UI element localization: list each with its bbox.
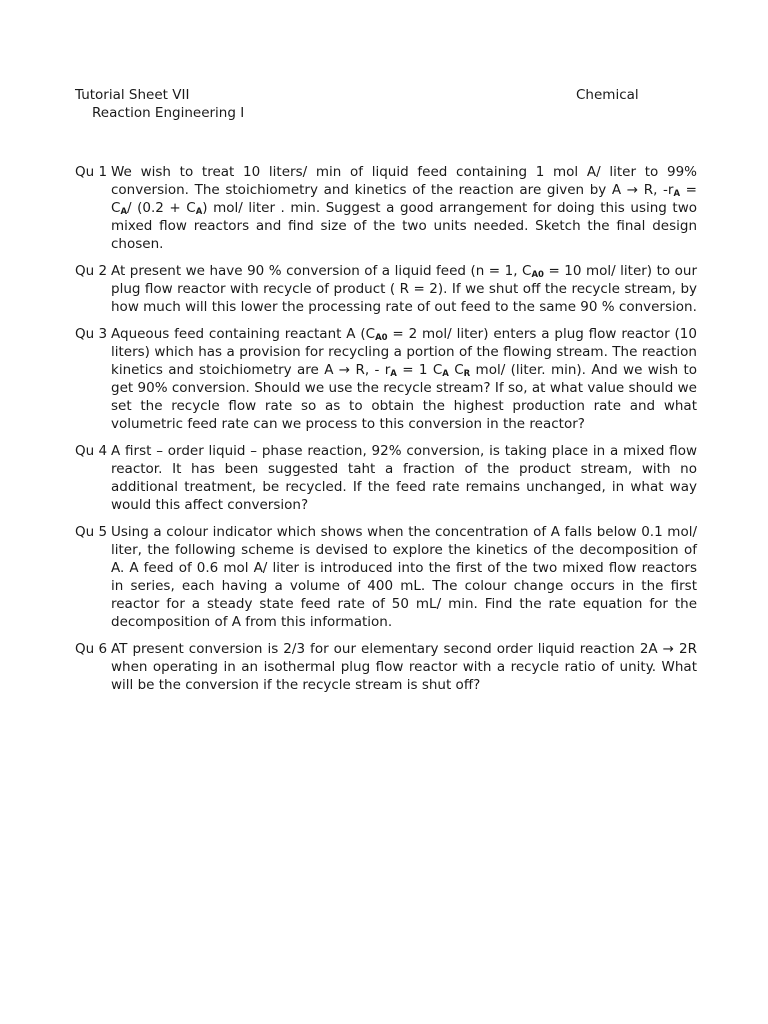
question-item xyxy=(75,325,697,433)
question-text xyxy=(111,163,697,253)
subscript: A0 xyxy=(375,333,388,343)
question-text-segment: = 2 mol/ liter) enters a plug flow reactor (10 liters) which has a provision for recycling a portion of the flowing stream. The reaction kinetics and stoichiometry are A → R, - r xyxy=(111,326,697,378)
subscript: A xyxy=(673,189,681,199)
question-text xyxy=(111,262,697,316)
question-text-segment: / (0.2 + C xyxy=(127,200,196,216)
question-item xyxy=(75,640,697,694)
question-text xyxy=(111,325,697,433)
question-text xyxy=(111,640,697,694)
question-text-segment: ) mol/ liter . min. Suggest a good arrangement for doing this using two mixed flow reactors and find size of the two units needed. Sketch the final design chosen. xyxy=(111,200,697,252)
course-title-part2: Reaction Engineering I xyxy=(92,105,245,121)
question-number: Qu 3 xyxy=(75,326,108,342)
document-header xyxy=(75,86,655,122)
course-title-part1: Chemical xyxy=(576,87,639,103)
subscript: A xyxy=(120,207,128,217)
question-text xyxy=(111,523,697,631)
question-item xyxy=(75,442,697,514)
subscript: A xyxy=(390,369,397,379)
question-number: Qu 6 xyxy=(75,641,108,657)
question-item xyxy=(75,523,697,631)
tutorial-title: Tutorial Sheet VII xyxy=(75,87,190,103)
subscript: R xyxy=(463,369,471,379)
question-number: Qu 2 xyxy=(75,263,108,279)
question-list xyxy=(75,163,697,703)
question-number: Qu 1 xyxy=(75,164,108,180)
question-text-segment: = C xyxy=(111,182,697,216)
question-text-segment: At present we have 90 % conversion of a liquid feed (n = 1, C xyxy=(111,263,532,279)
subscript: A xyxy=(195,207,203,217)
subscript: A xyxy=(442,369,449,379)
question-number: Qu 5 xyxy=(75,524,108,540)
question-text-segment: = 10 mol/ liter) to our plug flow reactor with recycle of product ( R = 2). If we shut off the recycle stream, by how much will this lower the processing rate of out feed to the same 90 % conversion. xyxy=(111,263,697,315)
question-text-segment: mol/ (liter. min). And we wish to get 90% conversion. Should we use the recycle stream? If so, at what value should we set the recycle flow rate so as to obtain the highest production rate and what volumetric feed rate can we process to this conversion in the reactor? xyxy=(111,362,698,432)
question-text-segment: AT present conversion is 2/3 for our elementary second order liquid reaction 2A → 2R when operating in an isothermal plug flow reactor with a recycle ratio of unity. What will be the conversion if the recycle stream is shut off? xyxy=(111,641,697,693)
question-text-segment: = 1 C xyxy=(396,362,443,378)
question-text-segment: Using a colour indicator which shows when the concentration of A falls below 0.1 mol/ liter, the following scheme is devised to explore the kinetics of the decomposition of A. A feed of 0.6 mol A/ liter is introduced into the first of the two mixed flow reactors in series, each having a volume of 400 mL. The colour change occurs in the first reactor for a steady state feed rate of 50 mL/ min. Find the rate equation for the decomposition of A from this information. xyxy=(111,524,697,630)
question-text xyxy=(111,442,697,514)
question-text-segment: Aqueous feed containing reactant A (C xyxy=(111,326,376,342)
question-item xyxy=(75,262,697,316)
question-item xyxy=(75,163,697,253)
question-text-segment: C xyxy=(448,362,464,378)
question-text-segment: A first – order liquid – phase reaction, 92% conversion, is taking place in a mixed flow reactor. It has been suggested taht a fraction of the product stream, with no additional treatment, be recycled. If the feed rate remains unchanged, in what way would this affect conversion? xyxy=(111,443,697,513)
subscript: A0 xyxy=(531,270,544,280)
question-number: Qu 4 xyxy=(75,443,108,459)
question-text-segment: We wish to treat 10 liters/ min of liquid feed containing 1 mol A/ liter to 99% conversion. The stoichiometry and kinetics of the reaction are given by A → R, -r xyxy=(111,164,697,198)
